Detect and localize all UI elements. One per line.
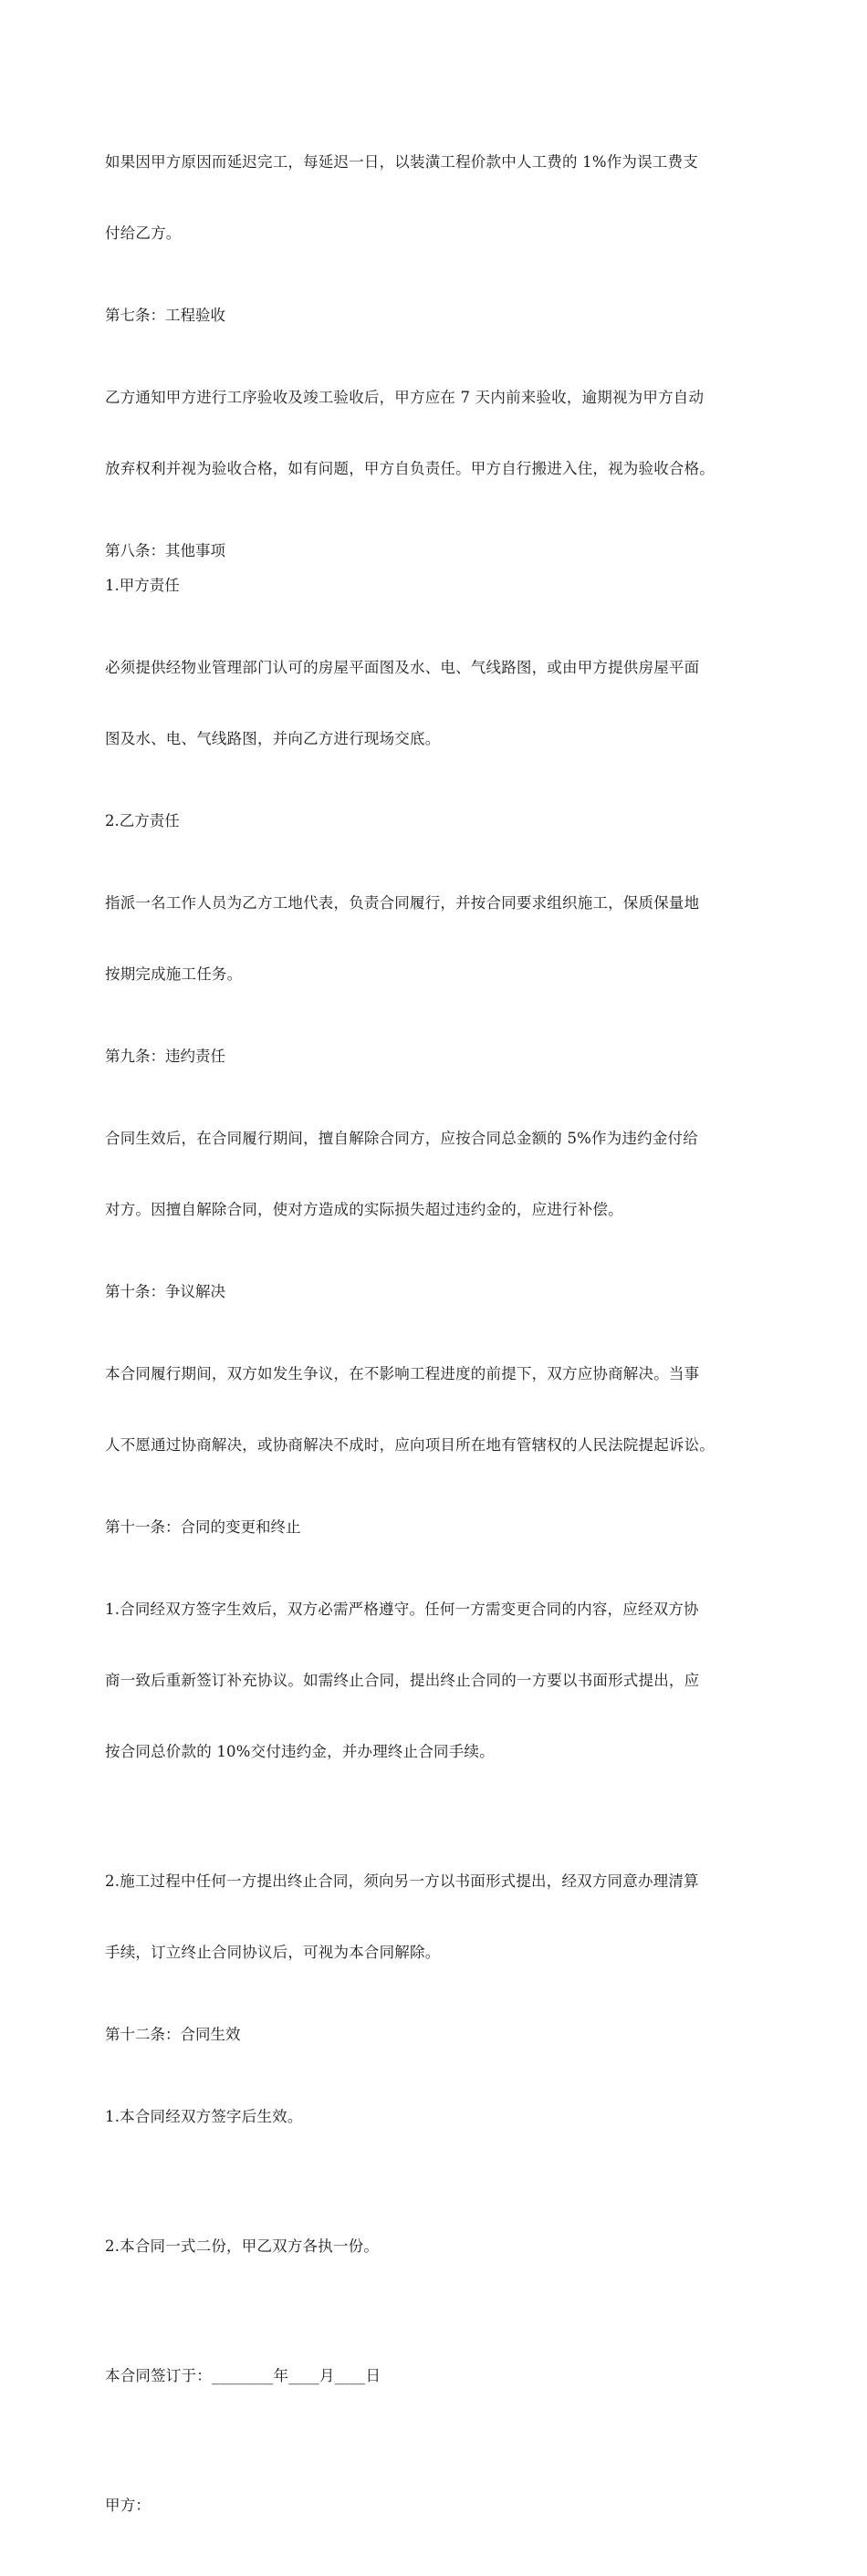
text-line: 按期完成施工任务。 [105,965,243,983]
article-12-heading [105,2023,780,2047]
text-line: 本合同签订于：________年____月____日 [105,2367,381,2384]
text-line: 按合同总价款的 10%交付违约金，并办理终止合同手续。 [105,1743,495,1760]
text-line: 第十二条：合同生效 [105,2026,241,2043]
paragraph-breach [105,1079,780,1269]
text-line: 付给乙方。 [105,224,182,242]
text-line: 合同生效后，在合同履行期间，擅自解除合同方，应按合同总金额的 5%作为违约金付给 [105,1130,698,1147]
paragraph-party-a-responsibility [105,609,780,798]
article-10-heading [105,1280,780,1304]
text-line: 必须提供经物业管理部门认可的房屋平面图及水、电、气线路图，或由甲方提供房屋平面 [105,659,700,676]
signing-date-line [105,2317,780,2435]
text-line: 1.本合同经双方签字后生效。 [105,2108,303,2125]
article-7-heading [105,304,780,328]
text-line: 2.乙方责任 [105,812,180,829]
text-line: 如果因甲方原因而延迟完工，每延迟一日，以装潢工程价款中人工费的 1%作为误工费支 [105,153,698,171]
text-line: 第八条：其他事项 [105,542,225,559]
text-line: 对方。因擅自解除合同，使对方造成的实际损失超过违约金的，应进行补偿。 [105,1201,623,1218]
party-a-signature-label [105,2446,780,2565]
text-line: 乙方通知甲方进行工序验收及竣工验收后，甲方应在 7 天内前来验收，逾期视为甲方自动 [105,389,705,406]
text-line: 1.合同经双方签字生效后，双方必需严格遵守。任何一方需变更合同的内容，应经双方协 [105,1601,699,1618]
text-line: 手续，订立终止合同协议后，可视为本合同解除。 [105,1944,441,1961]
text-line: 放弃权利并视为验收合格，如有问题，甲方自负责任。甲方自行搬进入住，视为验收合格。 [105,460,715,477]
paragraph-party-b-responsibility [105,844,780,1034]
article-11-heading [105,1516,780,1539]
text-line: 第七条：工程验收 [105,307,225,324]
document-body [105,103,780,2576]
text-line: 人不愿通过协商解决，或协商解决不成时，应向项目所在地有管辖权的人民法院提起诉讼。 [105,1436,715,1454]
paragraph-delay-compensation [105,103,780,293]
text-line: 商一致后重新签订补充协议。如需终止合同，提出终止合同的一方要以书面形式提出，应 [105,1672,700,1689]
paragraph-dispute [105,1315,780,1505]
text-line: 第十一条：合同的变更和终止 [105,1518,301,1536]
text-line: 本合同履行期间，双方如发生争议，在不影响工程进度的前提下，双方应协商解决。当事 [105,1365,700,1382]
text-line: 2.施工过程中任何一方提出终止合同，须向另一方以书面形式提出，经双方同意办理清算 [105,1872,699,1890]
text-line: 2.本合同一式二份，甲乙双方各执一份。 [105,2237,380,2255]
text-line: 甲方： [105,2497,151,2514]
paragraph-effective-1 [105,2058,780,2176]
paragraph-change-1 [105,1550,780,1811]
text-line: 指派一名工作人员为乙方工地代表，负责合同履行，并按合同要求组织施工，保质保量地 [105,894,700,912]
text-line: 1.甲方责任 [105,577,180,594]
party-b-responsibility-heading [105,809,780,833]
text-line: 图及水、电、气线路图，并向乙方进行现场交底。 [105,730,441,747]
text-line: 第九条：违约责任 [105,1048,225,1065]
text-line: 第十条：争议解决 [105,1283,225,1300]
paragraph-acceptance [105,339,780,528]
paragraph-effective-2 [105,2187,780,2306]
article-9-heading [105,1045,780,1069]
party-a-responsibility-heading [105,574,780,598]
article-8-heading [105,539,780,563]
paragraph-change-2 [105,1822,780,2012]
